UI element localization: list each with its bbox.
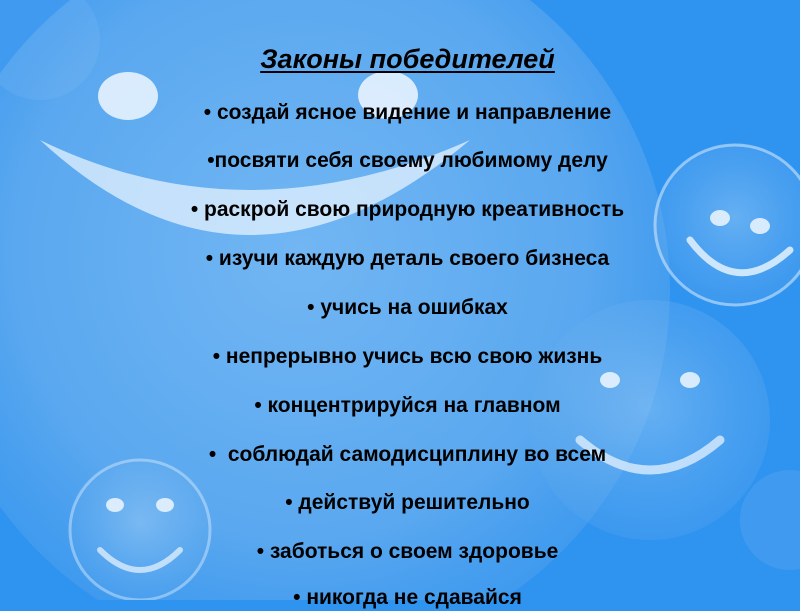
bullet-item-2: •посвяти себя своему любимому делу <box>207 149 608 172</box>
bullet-item-5: • учись на ошибках <box>307 296 508 319</box>
bullet-item-1: • создай ясное видение и направление <box>203 101 612 124</box>
bullet-item-8: • соблюдай самодисциплину во всем <box>208 443 607 466</box>
bullet-item-9: • действуй решительно <box>285 491 530 514</box>
slide-title: Законы победителей <box>260 44 555 74</box>
bullet-item-7: • концентрируйся на главном <box>254 394 561 417</box>
bullet-item-3: • раскрой свою природную креативность <box>190 198 625 221</box>
bullet-item-10: • заботься о своем здоровье <box>256 540 559 563</box>
bullet-item-6: • непрерывно учись всю свою жизнь <box>212 345 603 368</box>
bullet-item-11: • никогда не сдавайся <box>293 586 522 609</box>
bullet-item-4: • изучи каждую деталь своего бизнеса <box>205 247 610 270</box>
